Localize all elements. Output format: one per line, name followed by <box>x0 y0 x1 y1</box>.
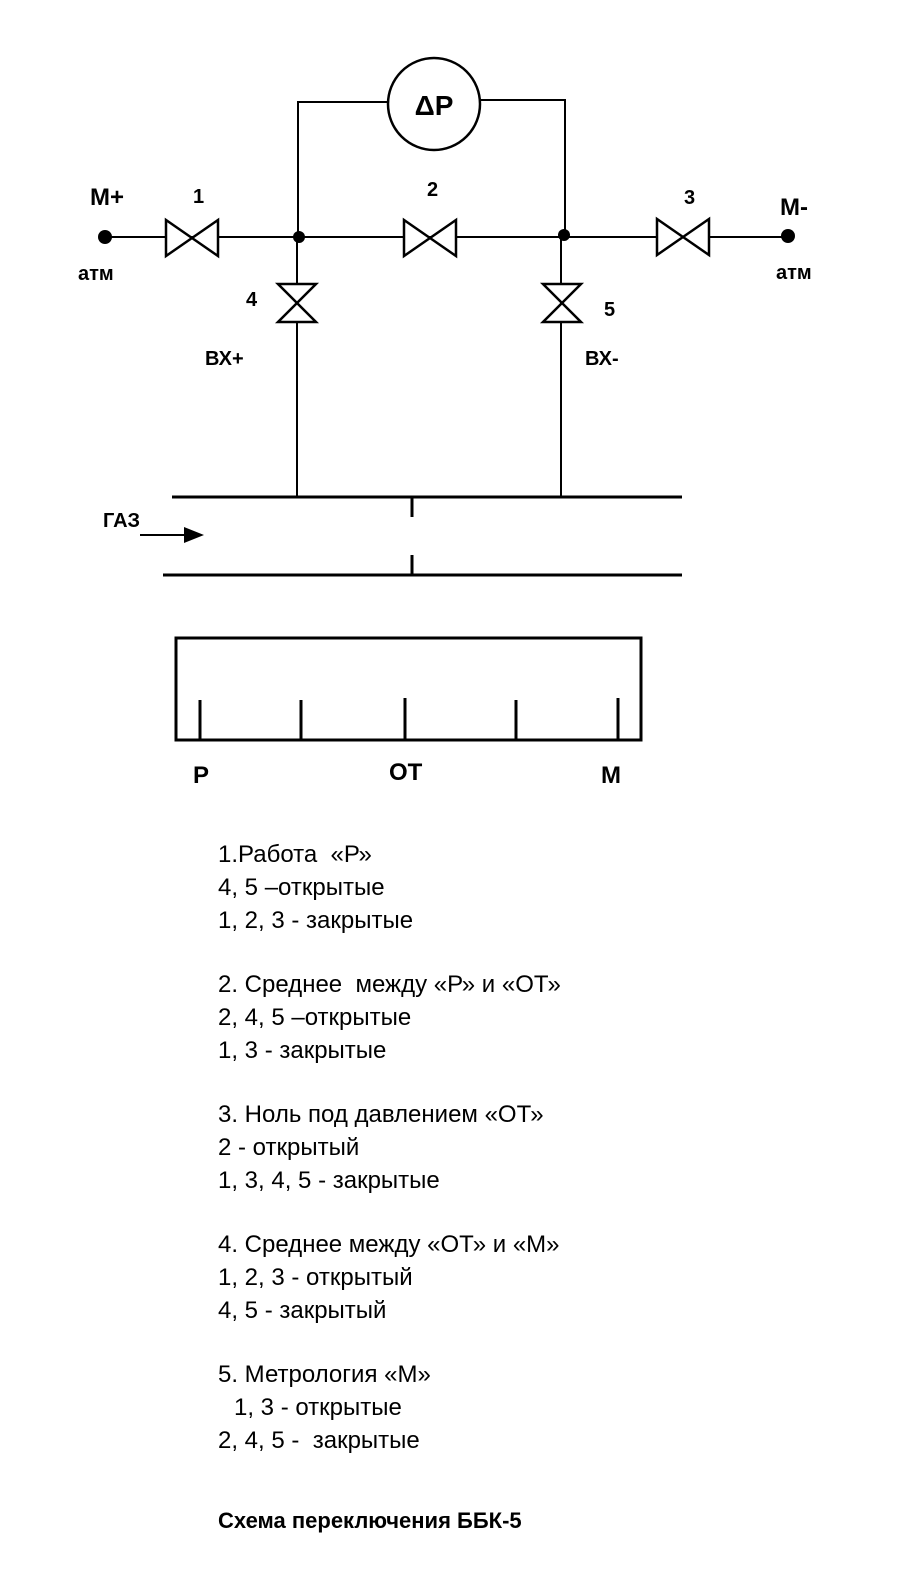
mode-closed-valves: 4, 5 - закрытый <box>218 1297 387 1324</box>
flow-arrow <box>140 527 204 543</box>
in-minus-label: ВХ- <box>585 348 619 370</box>
valve-1 <box>166 220 218 256</box>
mode-title: 3. Ноль под давлением «ОТ» <box>218 1101 544 1128</box>
mode-closed-valves: 2, 4, 5 - закрытые <box>218 1427 420 1454</box>
gas-label: ГАЗ <box>103 510 141 532</box>
position-label-m: М <box>601 762 621 789</box>
port-m-plus-dot <box>98 230 112 244</box>
mode-5 <box>218 1358 858 1457</box>
mode-closed-valves: 1, 3, 4, 5 - закрытые <box>218 1167 440 1194</box>
mode-closed-valves: 1, 2, 3 - закрытые <box>218 907 414 934</box>
valve-3-label: 3 <box>684 187 696 209</box>
gauge-line-right <box>480 100 565 237</box>
dp-gauge-label: ΔP <box>414 90 454 121</box>
mode-title: 5. Метрология «М» <box>218 1361 431 1388</box>
mode-title: 1.Работа «Р» <box>218 841 372 868</box>
valve-2-label: 2 <box>427 179 439 201</box>
junction-dot-left <box>293 231 305 243</box>
valve-4-label: 4 <box>246 289 258 311</box>
mode-title: 2. Среднее между «Р» и «ОТ» <box>218 971 561 998</box>
mode-list <box>218 838 858 1488</box>
port-m-minus-label: М- <box>780 194 808 221</box>
mode-open-valves: 1, 2, 3 - открытый <box>218 1264 413 1291</box>
switch-indicator <box>176 638 641 740</box>
mode-open-valves: 1, 3 - открытые <box>234 1394 402 1421</box>
mode-open-valves: 4, 5 –открытые <box>218 874 385 901</box>
diagram-caption: Схема переключения ББК-5 <box>218 1508 522 1533</box>
atm-right-label: атм <box>776 262 812 284</box>
mode-title: 4. Среднее между «ОТ» и «М» <box>218 1231 560 1258</box>
mode-open-valves: 2, 4, 5 –открытые <box>218 1004 412 1031</box>
valve-4 <box>278 284 316 322</box>
junction-dot-right <box>558 229 570 241</box>
mode-2 <box>218 968 858 1067</box>
valve-5-label: 5 <box>604 299 616 321</box>
position-label-ot: ОТ <box>389 759 423 786</box>
mode-4 <box>218 1228 858 1327</box>
mode-3 <box>218 1098 858 1197</box>
mode-open-valves: 2 - открытый <box>218 1134 360 1161</box>
valve-2 <box>404 220 456 256</box>
valve-1-label: 1 <box>193 186 205 208</box>
mode-1 <box>218 838 858 937</box>
mode-closed-valves: 1, 3 - закрытые <box>218 1037 387 1064</box>
in-plus-label: ВХ+ <box>205 348 244 370</box>
gauge-line-left <box>298 102 388 237</box>
valve-3 <box>657 219 709 255</box>
position-label-p: Р <box>193 762 210 789</box>
port-m-minus-dot <box>781 229 795 243</box>
port-m-plus-label: М+ <box>90 184 125 211</box>
dp-gauge <box>388 58 480 150</box>
atm-left-label: атм <box>78 263 114 285</box>
valve-5 <box>543 284 581 322</box>
